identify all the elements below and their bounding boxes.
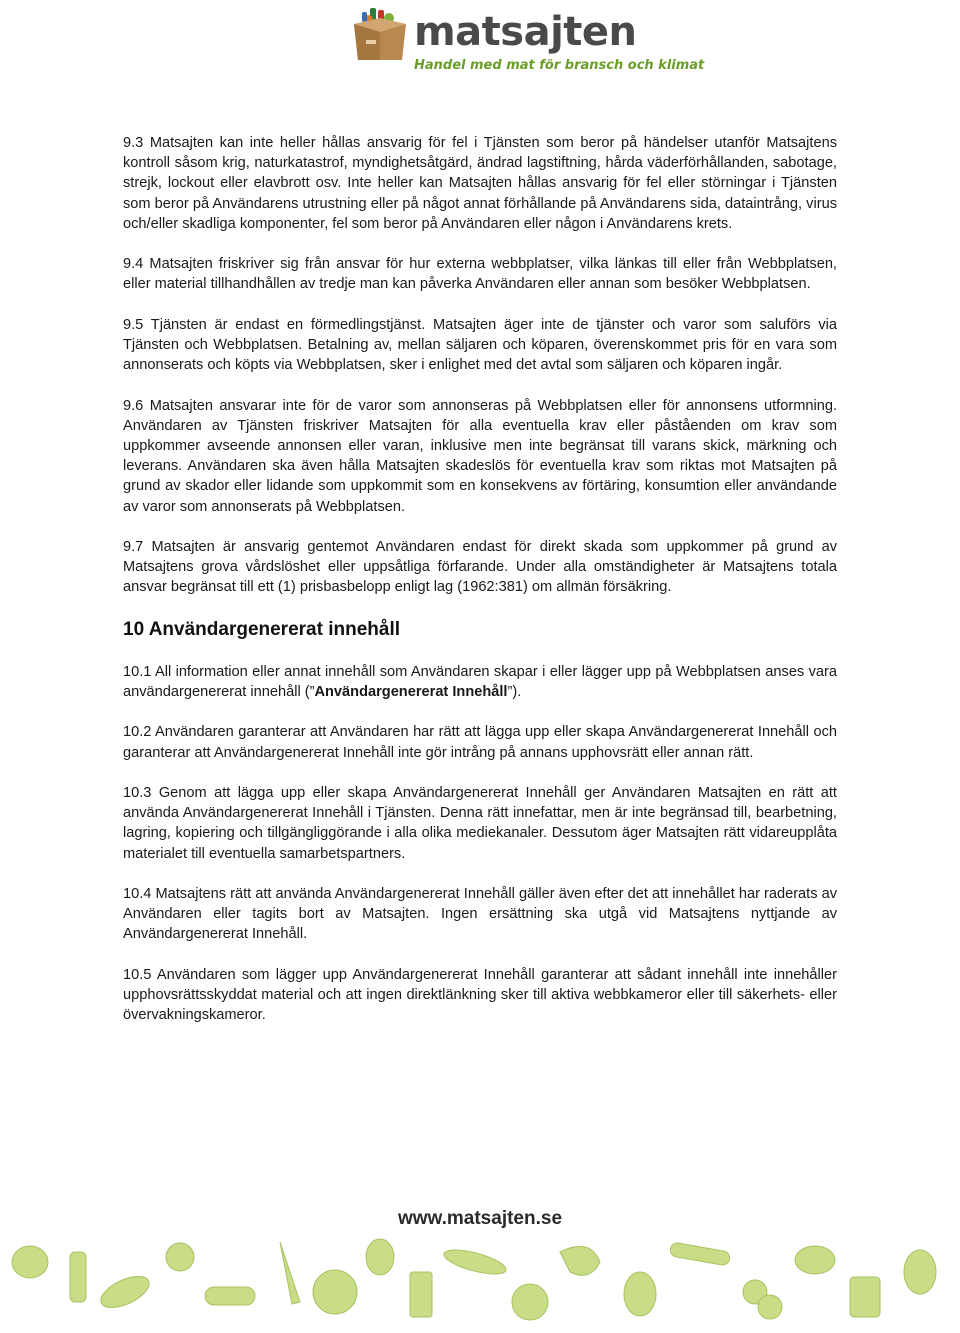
cheese-icon: [313, 1270, 357, 1314]
footer-url[interactable]: www.matsajten.se: [397, 1208, 563, 1229]
section-9-5: 9.5 Tjänsten är endast en förmedlingstjänst. Matsajten äger inte de tjänster och varor som saluförs via Tjänsten och Webbplatsen. Betalning av, mellan säljaren och köparen, överenskommet pris för en vara som annonserats och köpts via Webbplatsen, sker i enlighet med det avtal som säljaren och köparen ingår.: [123, 316, 837, 374]
strawberry-icon: [366, 1239, 394, 1275]
section-9-6: 9.6 Matsajten ansvarar inte för de varor som annonseras på Webbplatsen eller för annonsens utformning. Användaren av Tjänsten friskriver Matsajten för alla eventuella krav eller påståenden om krav som uppkommer avseende annonsen eller varan, inklusive men inte begränsat till varans skick, märkning och leverans. Användaren ska även hålla Matsajten skadeslös för eventuella krav som riktas mot Matsajten på grund av skador eller lidande som uppkommit som en konsekvens av förtäring, konsumtion eller användande av varor som annonserats på Webbplatsen.: [123, 397, 837, 515]
grape-icon: [758, 1295, 782, 1319]
jar-icon: [850, 1277, 880, 1317]
box-logo-icon: [348, 6, 412, 64]
section-10-1-text: 10.1 All information eller annat innehåll som Användaren skapar i eller lägger upp på Webbplatsen anses vara användargenererat innehåll (”: [123, 663, 837, 700]
section-9-7: 9.7 Matsajten är ansvarig gentemot Användaren endast för direkt skada som uppkommer på grund av Matsajtens grova vårdslöshet eller uppsåtliga förfarande. Under alla omständigheter är Matsajtens totala ansvar begränsat till ett (1) prisbasbelopp enligt lag (1962:381) om allmän försäkring.: [123, 539, 837, 596]
section-9-4: 9.4 Matsajten friskriver sig från ansvar för hur externa webbplatser, vilka länkas till eller från Webbplatsen, eller material tillhandhållen av tredje man kan påverka Användaren eller annan som besöker Webbplatsen.: [123, 256, 837, 293]
section-10-4: 10.4 Matsajtens rätt att använda Användargenererat Innehåll gäller även efter det att innehållet har raderats av Användaren eller tagits bort av Matsajten. Ingen ersättning ska utgå vid Matsajtens nyttjande av Användargenererat Innehåll.: [123, 885, 837, 943]
section-10-1-term: Användargenererat Innehåll: [314, 684, 508, 700]
brand-tagline: Handel med mat för bransch och klimat: [414, 58, 705, 73]
drumstick-icon: [560, 1246, 600, 1275]
apple-icon: [12, 1246, 48, 1278]
section-10-1-end: ”).: [507, 684, 522, 700]
banana-icon: [442, 1245, 508, 1279]
tomato-icon: [166, 1243, 194, 1271]
bottle-icon: [70, 1252, 86, 1302]
eggplant-icon: [96, 1270, 153, 1314]
heading-section-10: 10 Användargenererat innehåll: [123, 618, 401, 640]
carrot-icon: [280, 1242, 300, 1304]
avocado-icon: [904, 1250, 936, 1294]
food-pattern-decoration: [0, 1232, 960, 1333]
baguette-icon: [669, 1242, 731, 1266]
section-10-1: [123, 662, 837, 702]
milk-icon: [410, 1272, 432, 1317]
terms-content: [123, 133, 837, 1046]
fish-icon: [205, 1287, 255, 1305]
section-10-3: 10.3 Genom att lägga upp eller skapa Användargenererat Innehåll ger Användaren Matsajten en rätt att använda Användargenererat Innehåll i Tjänsten. Denna rätt innefattar, men är inte begränsad till, bearbetning, lagring, kopiering och tillgängliggörande i alla olika mediekanaler. Dessutom äger Matsajten rätt vidareupplåta materialet till eventuella samarbetspartners.: [123, 784, 837, 862]
section-10-5: 10.5 Användaren som lägger upp Användargenererat Innehåll garanterar att sådant innehåll inte innehåller upphovsrättsskyddat material och att ingen direktlänkning sker till aktiva webbkameror eller till säkerhets- eller övervakningskameror.: [123, 966, 837, 1024]
brand-name: matsajten: [414, 9, 637, 55]
section-10-2: 10.2 Användaren garanterar att Användaren har rätt att lägga upp eller skapa Användargenererat Innehåll och garanterar att Användargenererat Innehåll inte gör intrång på annans upphovsrätt eller annan rätt.: [123, 724, 837, 761]
section-9-3: 9.3 Matsajten kan inte heller hållas ansvarig för fel i Tjänsten som beror på händelser utanför Matsajtens kontroll såsom krig, naturkatastrof, myndighetsåtgärd, ändrad lagstiftning, hårda väderförhållanden, sabotage, strejk, lockout eller elavbrott osv. Inte heller kan Matsajten hållas ansvarig för fel eller störningar i Tjänsten som beror på Användarens utrustning eller på något annat förhållande på Användarens sida, dataintrång, virus och/eller skadliga komponenter, fel som beror på Användaren eller någon i Användarens krets.: [123, 135, 837, 232]
page-header: [0, 0, 960, 90]
orange-icon: [512, 1284, 548, 1320]
lemon-icon: [795, 1246, 835, 1274]
pear-icon: [624, 1272, 656, 1316]
